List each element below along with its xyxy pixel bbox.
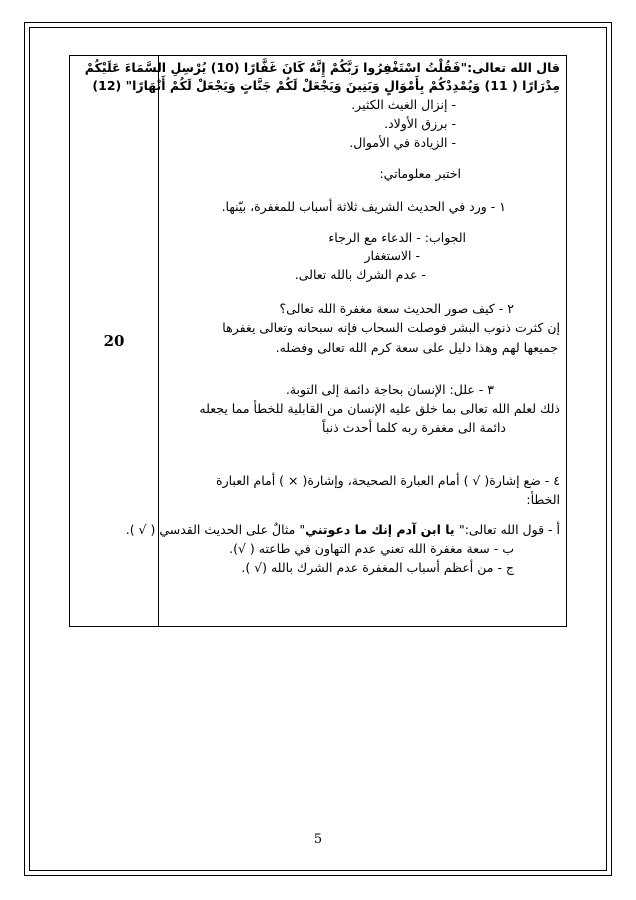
- q1-answer-item: - عدم الشرك بالله تعالى.: [294, 267, 426, 282]
- verse-line-2: مِدْرَارًا ( 11) وَيُمْدِدْكُمْ بِأَمْوَالٍ وَبَنِينَ وَيَجْعَلْ لَكُمْ جَنَّاتٍ وَيَجْعَلْ لَكُمْ أَنْهَارًا" (12): [92, 78, 560, 93]
- benefit-item: - إنزال الغيث الكثير.: [351, 97, 456, 112]
- page-number: 5: [313, 832, 323, 847]
- score-cell: [70, 56, 159, 627]
- benefit-item: - برزق الأولاد.: [384, 116, 456, 131]
- q4-item-a: [126, 522, 560, 538]
- q4-item-a-suffix: " مثالٌ على الحديث القدسي ( √ ).: [125, 522, 306, 537]
- q3-answer-line: ذلك لعلم الله تعالى بما خلق عليه الإنسان من القابلية للخطأ مما يجعله: [199, 401, 560, 416]
- score-value: 20: [103, 332, 125, 350]
- q4-item-a-prefix: أ - قول الله تعالى:": [458, 522, 560, 537]
- question-table: [69, 55, 567, 627]
- q3-answer-line: دائمة الى مغفرة ربه كلما أحدث ذنباً: [322, 420, 506, 435]
- q1-answer-label: الجواب: - الدعاء مع الرجاء: [328, 230, 466, 245]
- section-title: اختبر معلوماتي:: [379, 166, 461, 181]
- question-1: ١ - ورد في الحديث الشريف ثلاثة أسباب للمغفرة، بيّنها.: [221, 199, 506, 214]
- q2-answer-line: إن كثرت ذنوب البشر فوصلت السحاب فإنه سبحانه وتعالى يغفرها: [222, 320, 560, 335]
- benefit-item: - الزيادة في الأموال.: [349, 135, 456, 150]
- verse-line-1: قال الله تعالى:"فَقُلْتُ اسْتَغْفِرُوا رَبَّكُمْ إِنَّهُ كَانَ غَفَّارًا (10) يُرْسِلِ السَّمَاءَ عَلَيْكُمْ: [84, 60, 560, 75]
- q4-item-a-quote: يا ابن آدم إنك ما دعوتني: [305, 522, 459, 537]
- question-3: ٣ - علل: الإنسان بحاجة دائمة إلى التوبة.: [285, 382, 494, 397]
- question-4-cont: الخطأ:: [526, 492, 560, 507]
- question-2: ٢ - كيف صور الحديث سعة مغفرة الله تعالى؟: [279, 301, 514, 316]
- q4-item-c: ج - من أعظم أسباب المغفرة عدم الشرك بالله (√ ).: [241, 560, 514, 575]
- question-4: ٤ - ضع إشارة( √ ) أمام العبارة الصحيحة، وإشارة( × ) أمام العبارة: [216, 473, 560, 488]
- q2-answer-line: جميعها لهم وهذا دليل على سعة كرم الله تعالى وفضله.: [275, 340, 558, 355]
- q1-answer-item: - الاستغفار: [364, 248, 420, 263]
- q4-item-b: ب - سعة مغفرة الله تعني عدم التهاون في طاعته ( √).: [229, 541, 514, 556]
